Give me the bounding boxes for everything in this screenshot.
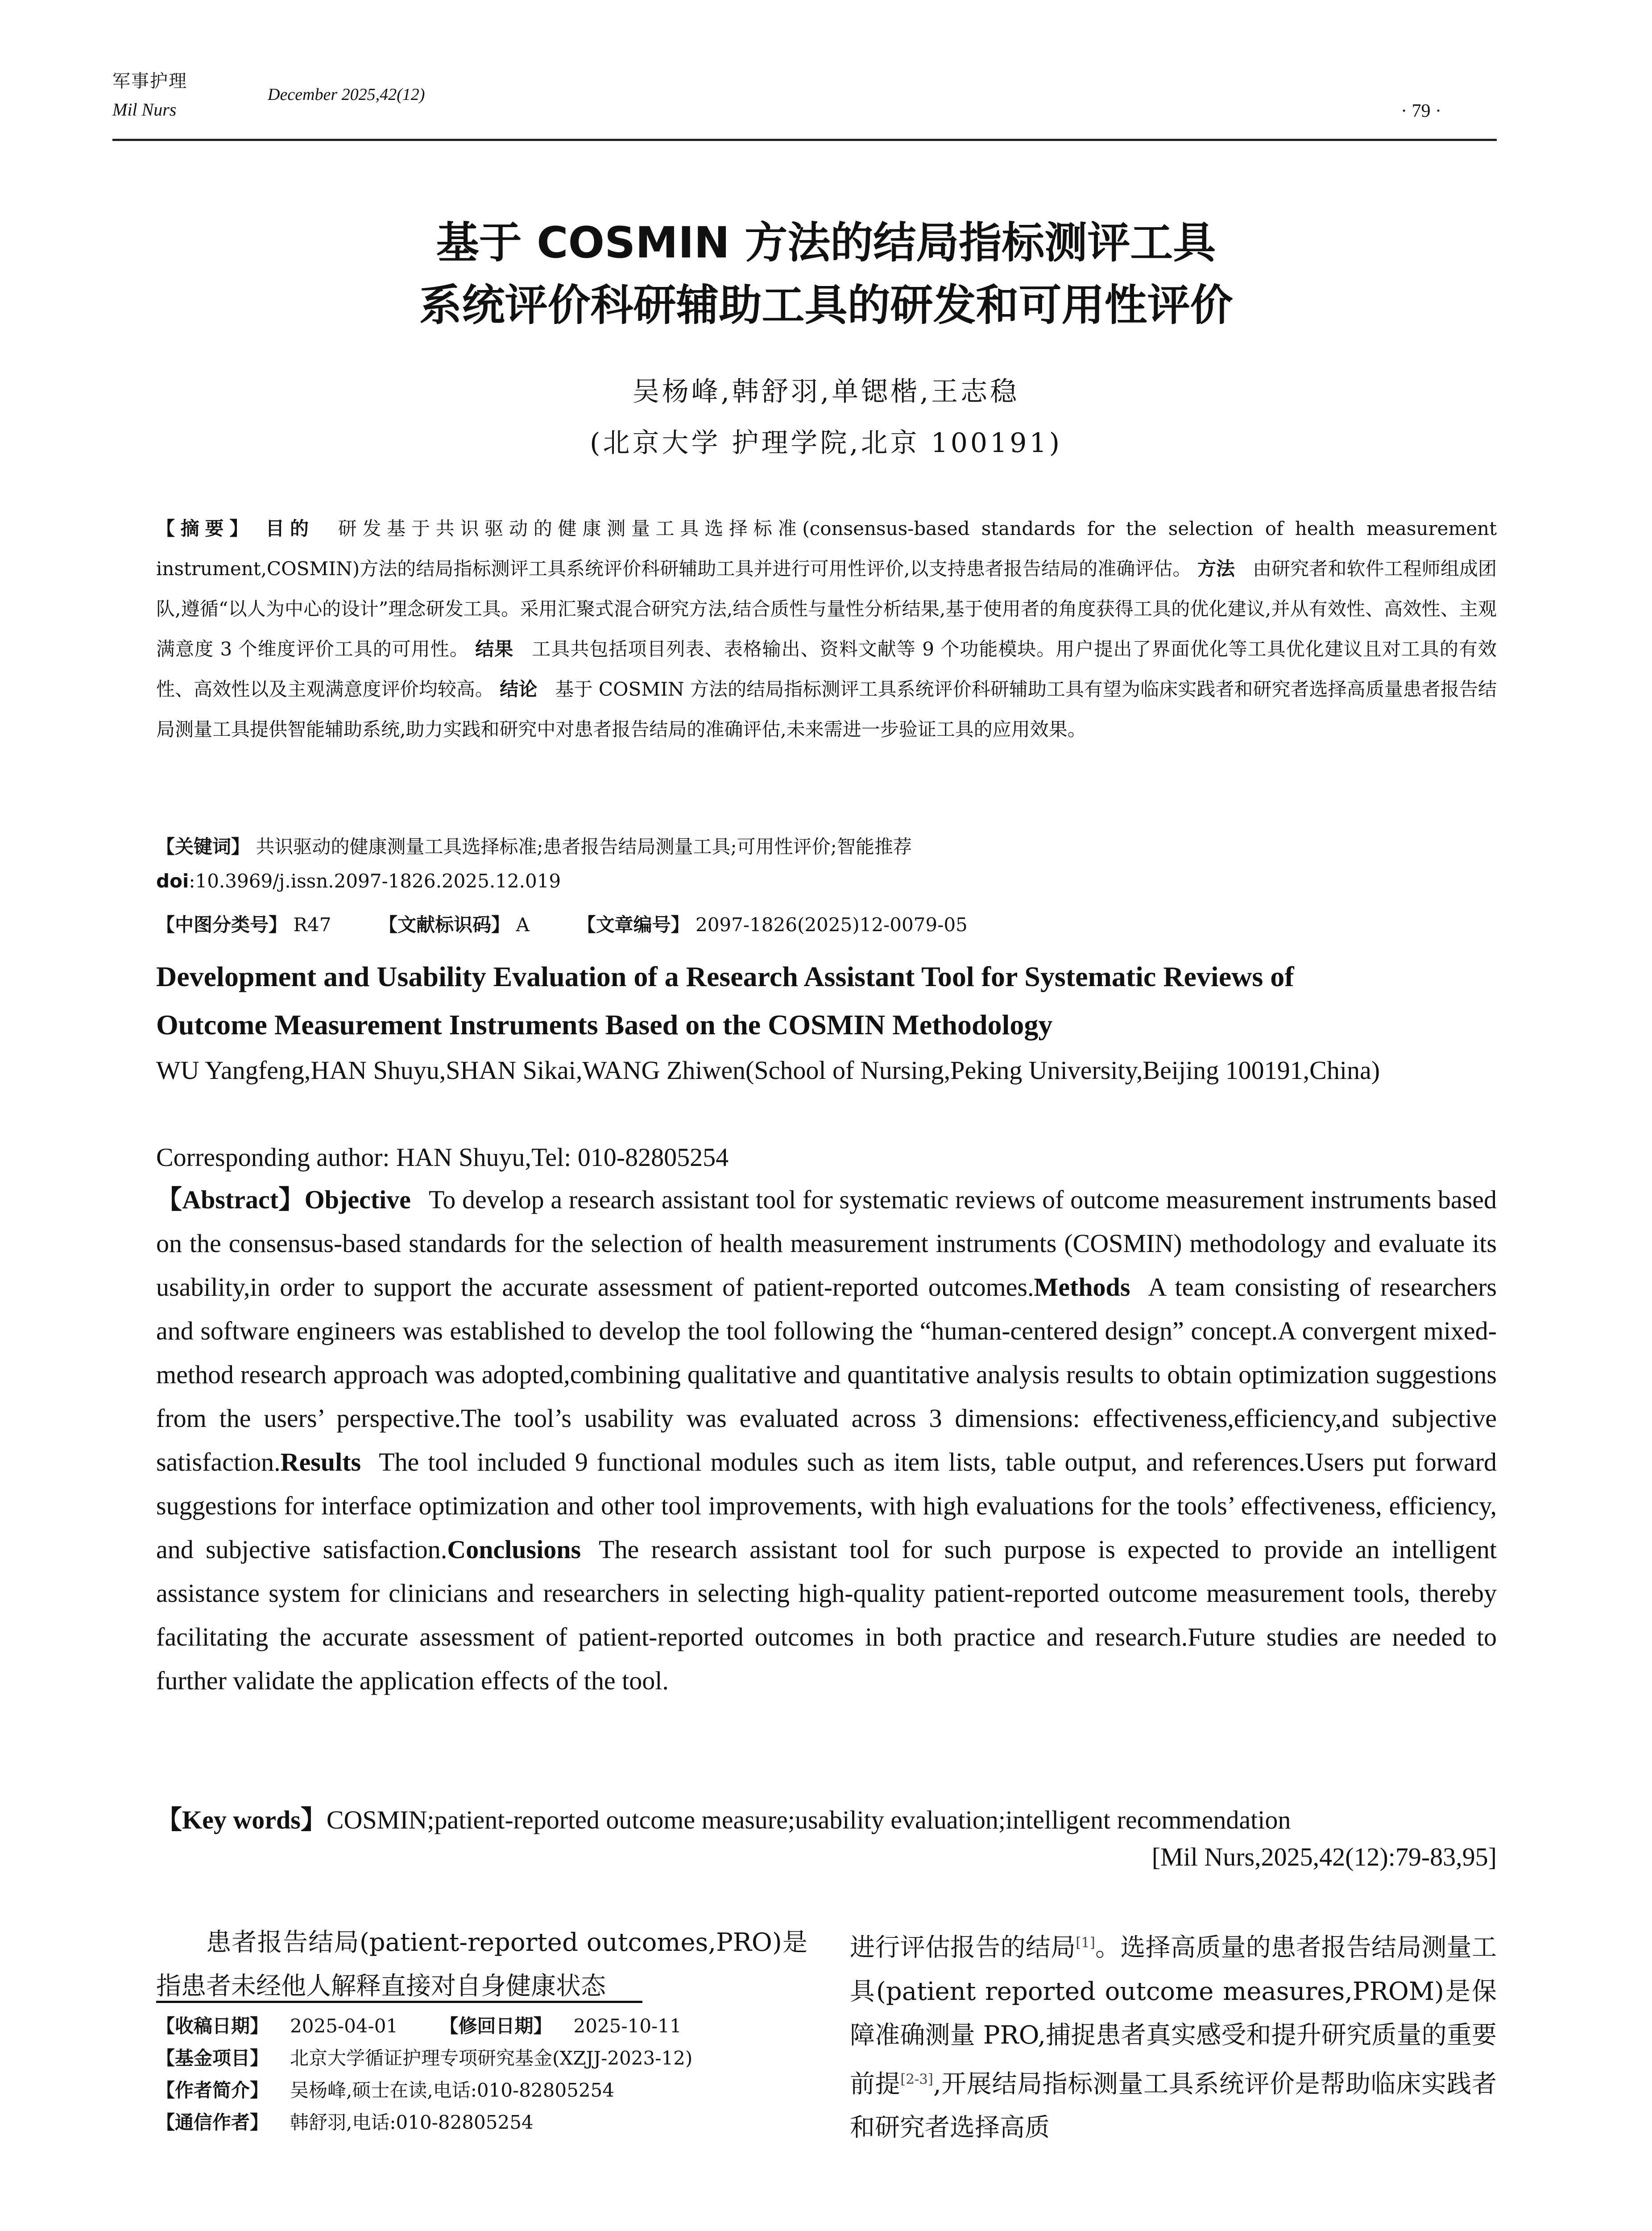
header-divider xyxy=(112,139,1497,141)
english-title-line-2: Outcome Measurement Instruments Based on the COSMIN Methodology xyxy=(156,1009,1053,1041)
received-date-label: 【收稿日期】 xyxy=(156,2015,269,2037)
received-date: 2025-04-01 xyxy=(290,2015,398,2037)
article-no-value: 2097-1826(2025)12-0079-05 xyxy=(695,914,968,936)
clc-value: R47 xyxy=(293,914,331,936)
doi-value[interactable]: :10.3969/j.issn.2097-1826.2025.12.019 xyxy=(189,870,561,892)
methods-label-en: Methods xyxy=(1034,1273,1130,1302)
doc-code-label: 【文献标识码】 xyxy=(379,914,510,936)
keywords-cn-text: 共识驱动的健康测量工具选择标准;患者报告结局测量工具;可用性评价;智能推荐 xyxy=(256,836,912,858)
article-no-label: 【文章编号】 xyxy=(577,914,690,936)
body-left-column: 患者报告结局(patient-reported outcomes,PRO)是指患者未经他人解释直接对自身健康状态 xyxy=(156,1928,807,2001)
footnote-corresponding xyxy=(156,2107,692,2139)
keywords-en xyxy=(156,1798,1497,1842)
author-list: 吴杨峰,韩舒羽,单锶楷,王志稳 xyxy=(632,376,1020,407)
conclusion-text-cn: 基于 COSMIN 方法的结局指标测评工具系统评价科研辅助工具有望为临床实践者和研究者选择高质量患者报告结局测量工具提供智能辅助系统,助力实践和研究中对患者报告结局的准确评估,未来需进一步验证工具的应用效果。 xyxy=(156,678,1497,740)
citation-ref-2-3[interactable]: [2-3] xyxy=(900,2071,933,2087)
methods-label-cn: 方法 xyxy=(1197,558,1235,580)
objective-text-cn: 研发基于共识驱动的健康测量工具选择标准(consensus-based standards for the selection of health measurement instrument,COSMIN)方法的结局指标测评工具系统评价科研辅助工具并进行可用性评价,以支持患者报告结局的准确评估。 xyxy=(156,518,1497,580)
english-title xyxy=(156,953,1497,1049)
fund-label: 【基金项目】 xyxy=(156,2047,269,2069)
abstract-en-label: 【Abstract】 xyxy=(156,1185,305,1214)
objective-label-en: Objective xyxy=(304,1185,411,1214)
corresponding-value: 韩舒羽,电话:010-82805254 xyxy=(290,2111,534,2133)
keywords-cn xyxy=(156,832,912,859)
article-title-line-2: 系统评价科研辅助工具的研发和可用性评价 xyxy=(419,280,1233,330)
conclusion-text-en: The research assistant tool for such purpose is expected to provide an intelligent assistance system for clinicians and researchers in selecting high-quality patient-reported outcome measurement tools, thereby facilitating the accurate assessment of patient-reported outcomes in both practice and research.Future studies are needed to further validate the application effects of the tool. xyxy=(156,1535,1497,1695)
article-title-line-1: 基于 COSMIN 方法的结局指标测评工具 xyxy=(436,218,1216,268)
classification-line xyxy=(156,910,968,937)
results-label-en: Results xyxy=(280,1447,361,1476)
english-authors: WU Yangfeng,HAN Shuyu,SHAN Sikai,WANG Zhiwen(School of Nursing,Peking University,Beijing 100191,China) xyxy=(156,1056,1380,1085)
abstract-en xyxy=(156,1178,1497,1703)
conclusion-label-en: Conclusions xyxy=(447,1535,581,1564)
keywords-en-text: COSMIN;patient-reported outcome measure;usability evaluation;intelligent recommendation xyxy=(326,1805,1291,1834)
journal-name-cn: 军事护理 xyxy=(112,71,187,91)
body-right-text-2: 。选择高质量的患者报告结局测量工具(patient reported outcome measures,PROM)是保障准确测量 PRO,捕捉患者真实感受和提升研究质量的重要前提 xyxy=(850,1933,1497,2099)
objective-text-en: To develop a research assistant tool for systematic reviews of outcome measurement instruments based on the consensus-based standards for the selection of health measurement instruments (COSMIN) methodology and evaluate its usability,in order to support the accurate assessment of patient-reported outcomes. xyxy=(156,1185,1497,1302)
revised-date-label: 【修回日期】 xyxy=(439,2015,552,2037)
doc-code-value: A xyxy=(516,914,530,936)
fund-value: 北京大学循证护理专项研究基金(XZJJ-2023-12) xyxy=(290,2047,693,2069)
conclusion-label-cn: 结论 xyxy=(500,678,538,700)
citation-ref-1[interactable]: [1] xyxy=(1076,1935,1095,1951)
doi-label: doi xyxy=(156,870,189,892)
page-number: · 79 · xyxy=(1401,101,1441,121)
methods-text-cn: 由研究者和软件工程师组成团队,遵循“以人为中心的设计”理念研发工具。采用汇聚式混合研究方法,结合质性与量性分析结果,基于使用者的角度获得工具的优化建议,并从有效性、高效性、主观满意度 3 个维度评价工具的可用性。 xyxy=(156,558,1497,660)
methods-text-en: A team consisting of researchers and software engineers was established to develop the tool following the “human-centered design” concept.A convergent mixed-method research approach was adopted,combining qualitative and quantitative analysis results to obtain optimization suggestions from the users’ perspective.The tool’s usability was evaluated across 3 dimensions: effectiveness,efficiency,and subjective satisfaction. xyxy=(156,1273,1497,1476)
corresponding-label: 【通信作者】 xyxy=(156,2111,269,2133)
english-title-line-1: Development and Usability Evaluation of a Research Assistant Tool for Systematic Reviews of xyxy=(156,961,1294,992)
body-right-column xyxy=(850,1921,1497,2150)
keywords-en-label: 【Key words】 xyxy=(156,1805,327,1834)
body-right-text-1: 进行评估报告的结局 xyxy=(850,1933,1076,1962)
footnotes xyxy=(156,2010,692,2139)
footnote-fund xyxy=(156,2042,692,2074)
author-bio-value: 吴杨峰,硕士在读,电话:010-82805254 xyxy=(290,2079,614,2101)
footnote-author-bio xyxy=(156,2074,692,2107)
keywords-cn-label: 【关键词】 xyxy=(156,836,250,858)
results-text-cn: 工具共包括项目列表、表格输出、资料文献等 9 个功能模块。用户提出了界面优化等工具优化建议且对工具的有效性、高效性以及主观满意度评价均较高。 xyxy=(156,638,1497,700)
abstract-cn xyxy=(156,509,1497,750)
clc-label: 【中图分类号】 xyxy=(156,914,288,936)
objective-label-cn: 目的 xyxy=(265,518,315,539)
revised-date: 2025-10-11 xyxy=(573,2015,682,2037)
affiliation: (北京大学 护理学院,北京 100191) xyxy=(589,427,1063,459)
body-right-text-3: ,开展结局指标测量工具系统评价是帮助临床实践者和研究者选择高质 xyxy=(850,2069,1497,2143)
corresponding-author: Corresponding author: HAN Shuyu,Tel: 010-82805254 xyxy=(156,1143,729,1172)
results-text-en: The tool included 9 functional modules such as item lists, table output, and references.Users put forward suggestions for interface optimization and other tool improvements, with high evaluations for the tools’ effectiveness, efficiency, and subjective satisfaction. xyxy=(156,1447,1497,1564)
issue-info: December 2025,42(12) xyxy=(268,85,425,104)
footnote-divider xyxy=(156,2001,642,2003)
footnote-dates xyxy=(156,2010,692,2042)
results-label-cn: 结果 xyxy=(475,638,514,660)
doi-line xyxy=(156,870,561,892)
journal-name-en: Mil Nurs xyxy=(112,100,177,120)
author-bio-label: 【作者简介】 xyxy=(156,2079,269,2101)
abstract-cn-label: 【摘要】 xyxy=(156,518,254,539)
citation: [Mil Nurs,2025,42(12):79-83,95] xyxy=(1151,1842,1497,1871)
